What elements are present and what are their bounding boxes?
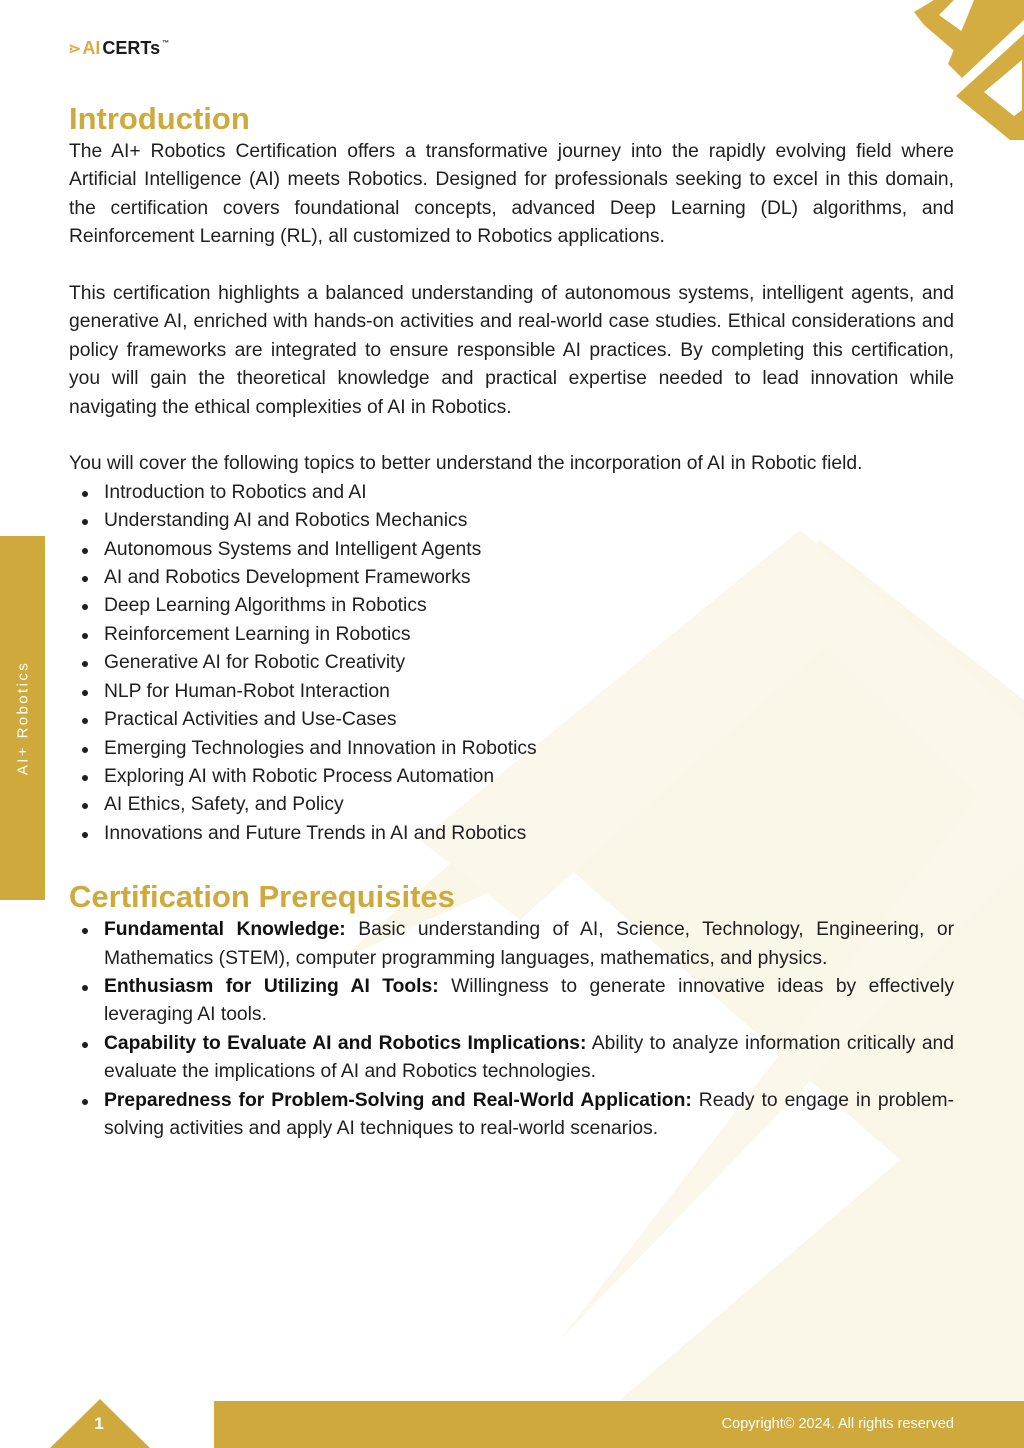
introduction-heading: Introduction (69, 101, 250, 136)
list-item: NLP for Human-Robot Interaction (104, 678, 954, 706)
logo-certs-text: CERTs (102, 38, 161, 58)
intro-paragraph-2: This certification highlights a balanced understanding of autonomous systems, intelligent agents, and generative AI, enriched with hands-on activities and real-world case studies. Ethical considerations and policy frameworks are integrated to ensure responsible AI practices. By completing this certification, you will gain the theoretical knowledge and practical expertise needed to lead innovation while navigating the ethical complexities of AI in Robotics. (69, 283, 954, 418)
prerequisite-text: Basic understanding of AI, Science, Technology, Engineering, or Mathematics (STEM), computer programming languages, mathematics, and physics. (104, 919, 954, 969)
prerequisites-heading: Certification Prerequisites (69, 879, 455, 915)
prerequisite-item (104, 1030, 954, 1087)
prerequisite-item (104, 973, 954, 1030)
prerequisites-list (69, 916, 954, 1143)
prerequisite-item (104, 916, 954, 973)
list-item: Reinforcement Learning in Robotics (104, 621, 954, 649)
prerequisite-text: Ability to analyze information critically and evaluate the implications of AI and Robotics technologies. (104, 1032, 954, 1083)
list-item: AI Ethics, Safety, and Policy (104, 791, 954, 819)
prerequisites-section (69, 878, 954, 1143)
prerequisite-text: Ready to engage in problem-solving activities and apply AI techniques to real-world scenarios. (104, 1089, 954, 1139)
list-item: Innovations and Future Trends in AI and Robotics (104, 820, 954, 848)
topics-list (69, 479, 954, 848)
prerequisite-label: Preparedness for Problem-Solving and Real-World Application: (104, 1089, 692, 1111)
list-item: Deep Learning Algorithms in Robotics (104, 592, 954, 620)
list-item: AI and Robotics Development Frameworks (104, 564, 954, 592)
list-item: Emerging Technologies and Innovation in Robotics (104, 735, 954, 763)
list-item: Generative AI for Robotic Creativity (104, 649, 954, 677)
list-item: Understanding AI and Robotics Mechanics (104, 507, 954, 535)
list-item: Autonomous Systems and Intelligent Agents (104, 536, 954, 564)
intro-paragraph-1: The AI+ Robotics Certification offers a transformative journey into the rapidly evolving field where Artificial Intelligence (AI) meets Robotics. Designed for professionals seeking to excel in this domain, the certification covers foundational concepts, advanced Deep Learning (DL) algorithms, and Reinforcement Learning (RL), all customized to Robotics applications. (69, 141, 954, 248)
intro-paragraph-3: You will cover the following topics to better understand the incorporation of AI in Robotic field. (69, 453, 863, 475)
logo-trademark: ™ (162, 40, 170, 47)
prerequisite-label: Fundamental Knowledge: (104, 919, 346, 941)
main-content (69, 100, 954, 1143)
logo-mark-icon: ⋗ (68, 40, 81, 58)
page-number: 1 (94, 1414, 104, 1433)
side-tab (0, 536, 45, 900)
list-item: Practical Activities and Use-Cases (104, 706, 954, 734)
side-tab-label: AI+ Robotics (14, 660, 31, 776)
aicerts-logo (68, 38, 169, 59)
list-item: Introduction to Robotics and AI (104, 479, 954, 507)
logo-ai-text: AI (82, 38, 101, 58)
prerequisite-text: Willingness to generate innovative ideas by effectively leveraging AI tools. (104, 975, 955, 1026)
prerequisite-item (104, 1087, 954, 1144)
copyright-text: Copyright© 2024. All rights reserved (721, 1416, 954, 1432)
list-item: Exploring AI with Robotic Process Automation (104, 763, 954, 791)
prerequisite-label: Capability to Evaluate AI and Robotics Implications: (104, 1032, 587, 1054)
prerequisite-label: Enthusiasm for Utilizing AI Tools: (104, 975, 439, 997)
footer-bar (214, 1401, 1024, 1448)
